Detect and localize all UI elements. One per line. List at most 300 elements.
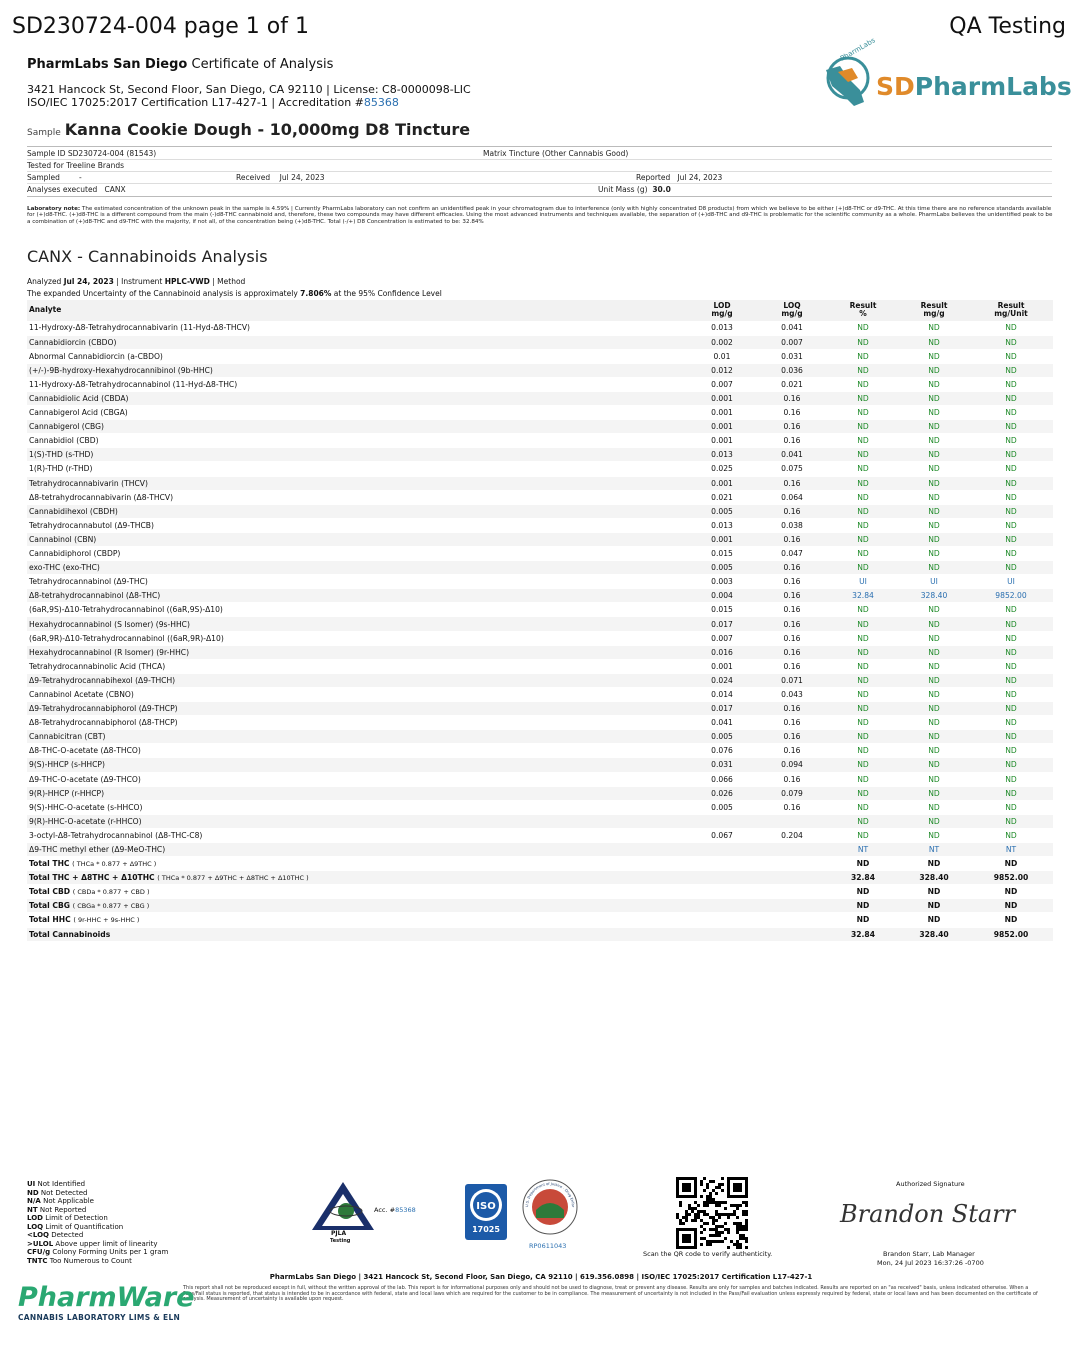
table-row (27, 673, 1053, 687)
legend-item (27, 1231, 168, 1240)
analyte-cell: (6aR,9R)-Δ10-Tetrahydrocannabinol ((6aR,9R)-Δ10) (27, 631, 687, 645)
result-mgunit-cell: ND (969, 603, 1053, 617)
table-row (27, 744, 1053, 758)
result-mgg-cell: ND (899, 321, 969, 335)
loq-cell: 0.16 (757, 504, 827, 518)
result-mgg-cell: ND (899, 702, 969, 716)
result-mgunit-cell: ND (969, 349, 1053, 363)
lod-cell: 0.013 (687, 448, 757, 462)
received-value: Jul 24, 2023 (279, 173, 325, 182)
result-pct-cell: ND (827, 687, 899, 701)
legend-abbr: >ULOL (27, 1239, 54, 1248)
analyses-label: Analyses executed (27, 185, 98, 194)
result-mgunit-cell: ND (969, 363, 1053, 377)
result-pct-cell: ND (827, 673, 899, 687)
result-mgg-cell: ND (899, 899, 969, 913)
result-mgg-cell: ND (899, 716, 969, 730)
table-row (27, 504, 1053, 518)
accreditation-link[interactable]: 85368 (363, 96, 399, 109)
total-label-cell (27, 913, 687, 927)
result-mgunit-cell: ND (969, 702, 1053, 716)
loq-cell: 0.038 (757, 518, 827, 532)
lod-cell: 0.031 (687, 758, 757, 772)
result-mgg-cell: ND (899, 420, 969, 434)
result-mgunit-cell: ND (969, 857, 1053, 871)
result-mgg-cell: ND (899, 673, 969, 687)
result-mgunit-cell: ND (969, 504, 1053, 518)
result-pct-cell: ND (827, 561, 899, 575)
analyses-field (27, 185, 126, 194)
result-mgg-cell: ND (899, 744, 969, 758)
legend-desc: Not Identified (37, 1180, 86, 1188)
total-row (27, 871, 1053, 885)
table-row (27, 800, 1053, 814)
legend-item (27, 1214, 168, 1223)
legend-item (27, 1189, 168, 1198)
legend-item (27, 1197, 168, 1206)
loq-cell: 0.16 (757, 420, 827, 434)
analyte-cell: Δ8-tetrahydrocannabinol (Δ8-THC) (27, 589, 687, 603)
empty-cell (757, 871, 827, 885)
lod-cell: 0.004 (687, 589, 757, 603)
result-mgunit-cell: ND (969, 913, 1053, 927)
total-row (27, 857, 1053, 871)
lod-cell: 0.002 (687, 335, 757, 349)
table-row (27, 617, 1053, 631)
result-pct-cell: ND (827, 631, 899, 645)
result-mgunit-cell: ND (969, 476, 1053, 490)
loq-cell: 0.16 (757, 645, 827, 659)
result-pct-cell: ND (827, 349, 899, 363)
analyte-cell: Tetrahydrocannabinolic Acid (THCA) (27, 659, 687, 673)
empty-cell (687, 899, 757, 913)
analyte-cell: Δ9-THC methyl ether (Δ9-MeO-THC) (27, 842, 687, 856)
analyte-cell: Cannabidiorcin (CBDO) (27, 335, 687, 349)
loq-cell: 0.16 (757, 532, 827, 546)
analyte-cell: 9(R)-HHC-O-acetate (r-HHCO) (27, 814, 687, 828)
col-r3-unit: mg/Unit (994, 309, 1028, 318)
lod-cell: 0.024 (687, 673, 757, 687)
analyte-cell: 1(S)-THD (s-THD) (27, 448, 687, 462)
result-mgunit-cell: ND (969, 532, 1053, 546)
legend-item (27, 1180, 168, 1189)
loq-cell: 0.16 (757, 730, 827, 744)
lod-cell: 0.001 (687, 434, 757, 448)
lod-cell: 0.026 (687, 786, 757, 800)
instrument-value: HPLC-VWD (164, 277, 210, 286)
analyte-cell: Cannabigerol Acid (CBGA) (27, 406, 687, 420)
empty-cell (757, 885, 827, 899)
empty-cell (687, 871, 757, 885)
analyte-cell: Cannabidiolic Acid (CBDA) (27, 391, 687, 405)
col-r1-label: Result (849, 301, 877, 310)
col-lod-label: LOD (713, 301, 731, 310)
legend-abbr: N/A (27, 1197, 41, 1205)
result-mgunit-cell: ND (969, 828, 1053, 842)
result-mgunit-cell: ND (969, 716, 1053, 730)
lod-cell: 0.012 (687, 363, 757, 377)
total-label: Total CBD (29, 887, 71, 897)
result-pct-cell: ND (827, 406, 899, 420)
result-pct-cell: 32.84 (827, 589, 899, 603)
legend-item (27, 1206, 168, 1215)
table-row (27, 490, 1053, 504)
analyte-cell: 3-octyl-Δ8-Tetrahydrocannabinol (Δ8-THC-C8) (27, 828, 687, 842)
table-row (27, 716, 1053, 730)
uncertainty-suffix: at the 95% Confidence Level (333, 289, 442, 298)
lod-cell: 0.017 (687, 702, 757, 716)
legend-desc: Above upper limit of linearity (55, 1239, 158, 1248)
method-label: Method (217, 277, 246, 286)
loq-cell: 0.031 (757, 349, 827, 363)
abbreviation-legend (27, 1180, 168, 1265)
result-pct-cell: ND (827, 335, 899, 349)
table-row (27, 589, 1053, 603)
tested-for-label: Tested for (27, 161, 64, 170)
table-row (27, 547, 1053, 561)
matrix-field (483, 149, 628, 158)
dea-seal-icon (521, 1178, 579, 1236)
analyte-cell: Δ9-THC-O-acetate (Δ9-THCO) (27, 772, 687, 786)
total-label-cell (27, 871, 687, 885)
legend-desc: Not Reported (39, 1205, 87, 1214)
result-mgunit-cell: ND (969, 406, 1053, 420)
analyte-cell: Cannabidiphorol (CBDP) (27, 547, 687, 561)
result-mgg-cell: NT (899, 842, 969, 856)
iso-text: ISO (476, 1201, 496, 1212)
loq-cell: 0.16 (757, 575, 827, 589)
pjla-acc-label: Acc. # (374, 1206, 396, 1214)
result-pct-cell: ND (827, 730, 899, 744)
result-pct-cell: ND (827, 462, 899, 476)
lod-cell: 0.007 (687, 631, 757, 645)
result-mgunit-cell: 9852.00 (969, 589, 1053, 603)
result-mgg-cell: ND (899, 391, 969, 405)
result-mgunit-cell: ND (969, 786, 1053, 800)
loq-cell: 0.064 (757, 490, 827, 504)
col-lod (687, 300, 757, 321)
legend-abbr: TNTC (27, 1256, 48, 1265)
lod-cell: 0.005 (687, 504, 757, 518)
matrix-value: Tincture (Other Cannabis Good) (509, 149, 629, 158)
result-mgg-cell: ND (899, 547, 969, 561)
result-mgunit-cell: ND (969, 448, 1053, 462)
loq-cell: 0.16 (757, 659, 827, 673)
doc-type: Certificate of Analysis (191, 57, 334, 72)
sample-heading (27, 120, 470, 139)
legend-desc: Not Detected (40, 1188, 88, 1197)
result-mgunit-cell: ND (969, 335, 1053, 349)
total-formula: ( THCa * 0.877 + Δ9THC + Δ8THC + Δ10THC ) (157, 874, 309, 883)
empty-cell (757, 927, 827, 941)
lab-address: 3421 Hancock St, Second Floor, San Diego, CA 92110 | License: C8-0000098-LIC (27, 83, 471, 96)
legend-abbr: UI (27, 1180, 36, 1188)
result-pct-cell: ND (827, 490, 899, 504)
document-id-page: SD230724-004 page 1 of 1 (12, 14, 309, 39)
unit-mass-label: Unit Mass (g) (598, 185, 648, 194)
result-mgunit-cell: ND (969, 744, 1053, 758)
divider (27, 196, 1052, 197)
analysis-meta: Analyzed Jul 24, 2023 | Instrument HPLC-VWD | Method (27, 277, 246, 286)
result-mgunit-cell: ND (969, 547, 1053, 561)
uncertainty-statement (27, 289, 442, 298)
result-mgg-cell: ND (899, 617, 969, 631)
table-row (27, 420, 1053, 434)
total-formula: ( THCa * 0.877 + Δ9THC ) (72, 860, 157, 869)
result-pct-cell: ND (827, 518, 899, 532)
legend-abbr: CFU/g (27, 1248, 51, 1256)
lod-cell: 0.005 (687, 561, 757, 575)
loq-cell: 0.16 (757, 434, 827, 448)
lod-cell: 0.021 (687, 490, 757, 504)
col-result-mgg (899, 300, 969, 321)
handwritten-signature: Brandon Starr (840, 1200, 1016, 1228)
analyte-cell: 9(S)-HHCP (s-HHCP) (27, 758, 687, 772)
loq-cell: 0.047 (757, 547, 827, 561)
result-pct-cell: ND (827, 716, 899, 730)
result-pct-cell: ND (827, 857, 899, 871)
col-r3-label: Result (997, 301, 1025, 310)
loq-cell: 0.021 (757, 377, 827, 391)
result-pct-cell: ND (827, 899, 899, 913)
result-mgg-cell: ND (899, 857, 969, 871)
unit-mass-field (598, 185, 671, 194)
table-row (27, 349, 1053, 363)
iso-badge-icon (465, 1184, 507, 1240)
result-mgunit-cell: ND (969, 377, 1053, 391)
lod-cell: 0.001 (687, 406, 757, 420)
total-label-cell (27, 857, 687, 871)
pharmware-wordmark: PharmWare (18, 1282, 195, 1313)
result-mgunit-cell: ND (969, 758, 1053, 772)
analyte-cell: Δ8-THC-O-acetate (Δ8-THCO) (27, 744, 687, 758)
result-mgg-cell: ND (899, 828, 969, 842)
lab-heading (27, 57, 333, 72)
result-pct-cell: ND (827, 363, 899, 377)
analyte-cell: (6aR,9S)-Δ10-Tetrahydrocannabinol ((6aR,9S)-Δ10) (27, 603, 687, 617)
table-row (27, 687, 1053, 701)
sampled-label: Sampled (27, 173, 60, 182)
table-row (27, 462, 1053, 476)
legend-desc: Limit of Detection (45, 1214, 108, 1222)
result-pct-cell: ND (827, 603, 899, 617)
result-mgunit-cell: ND (969, 321, 1053, 335)
result-mgunit-cell: 9852.00 (969, 871, 1053, 885)
result-mgg-cell: UI (899, 575, 969, 589)
logo-ring-text: PharmLabs (839, 36, 877, 63)
analyte-cell: Cannabidiol (CBD) (27, 434, 687, 448)
table-row (27, 702, 1053, 716)
verification-qr-code[interactable] (676, 1177, 748, 1253)
result-mgg-cell: ND (899, 561, 969, 575)
result-mgunit-cell: ND (969, 490, 1053, 504)
table-row (27, 518, 1053, 532)
loq-cell (757, 842, 827, 856)
result-mgunit-cell: NT (969, 842, 1053, 856)
table-row (27, 645, 1053, 659)
analyses-value: CANX (104, 185, 126, 194)
result-mgunit-cell: ND (969, 730, 1053, 744)
table-row (27, 758, 1053, 772)
pharmware-tagline: CANNABIS LABORATORY LIMS & ELN (18, 1313, 181, 1322)
result-mgunit-cell: ND (969, 420, 1053, 434)
lod-cell: 0.015 (687, 547, 757, 561)
reported-value: Jul 24, 2023 (677, 173, 723, 182)
result-mgunit-cell: ND (969, 391, 1053, 405)
total-row (27, 899, 1053, 913)
result-mgg-cell: 328.40 (899, 589, 969, 603)
uncertainty-prefix: The expanded Uncertainty of the Cannabinoid analysis is approximately (27, 289, 298, 298)
total-formula: ( CBDa * 0.877 + CBD ) (72, 888, 150, 897)
result-mgg-cell: ND (899, 885, 969, 899)
result-mgg-cell: ND (899, 786, 969, 800)
result-mgg-cell: ND (899, 800, 969, 814)
analyte-cell: Cannabinol Acetate (CBNO) (27, 687, 687, 701)
total-formula: ( CBGa * 0.877 + CBG ) (72, 902, 150, 911)
loq-cell: 0.16 (757, 744, 827, 758)
result-mgg-cell: ND (899, 772, 969, 786)
legend-abbr: LOD (27, 1214, 43, 1222)
analyte-cell: Hexahydrocannabinol (S Isomer) (9s-HHC) (27, 617, 687, 631)
result-pct-cell: ND (827, 814, 899, 828)
analyte-cell: Δ8-Tetrahydrocannabiphorol (Δ8-THCP) (27, 716, 687, 730)
loq-cell (757, 814, 827, 828)
result-mgg-cell: ND (899, 913, 969, 927)
result-mgunit-cell: ND (969, 462, 1053, 476)
result-mgunit-cell: 9852.00 (969, 927, 1053, 941)
result-mgunit-cell: ND (969, 885, 1053, 899)
logo-wordmark (876, 72, 1072, 101)
total-label: Total THC (29, 859, 70, 869)
pjla-label: PJLA (331, 1230, 347, 1237)
tested-for-field (27, 161, 124, 170)
lod-cell: 0.013 (687, 321, 757, 335)
result-pct-cell: ND (827, 532, 899, 546)
result-mgg-cell: 328.40 (899, 927, 969, 941)
table-row (27, 561, 1053, 575)
loq-cell: 0.075 (757, 462, 827, 476)
loq-cell: 0.16 (757, 561, 827, 575)
result-mgunit-cell: ND (969, 673, 1053, 687)
empty-cell (687, 927, 757, 941)
result-pct-cell: ND (827, 617, 899, 631)
legend-desc: Not Applicable (43, 1197, 94, 1205)
col-result-pct (827, 300, 899, 321)
legend-item (27, 1223, 168, 1232)
dea-number: RP0611043 (529, 1242, 567, 1250)
result-mgg-cell: ND (899, 730, 969, 744)
result-mgg-cell: ND (899, 504, 969, 518)
total-row (27, 885, 1053, 899)
signature-date: Mon, 24 Jul 2023 16:37:26 -0700 (877, 1259, 984, 1267)
lod-cell (687, 814, 757, 828)
analyte-cell: Tetrahydrocannabutol (Δ9-THCB) (27, 518, 687, 532)
iso-number: 17025 (472, 1225, 500, 1234)
result-pct-cell: ND (827, 476, 899, 490)
lod-cell: 0.001 (687, 659, 757, 673)
loq-cell: 0.041 (757, 448, 827, 462)
legend-desc: Detected (51, 1231, 84, 1239)
result-mgg-cell: ND (899, 476, 969, 490)
table-row (27, 335, 1053, 349)
analyte-cell: Tetrahydrocannabinol (Δ9-THC) (27, 575, 687, 589)
analyte-cell: Cannabicitran (CBT) (27, 730, 687, 744)
loq-cell: 0.071 (757, 673, 827, 687)
col-loq-unit: mg/g (781, 309, 803, 318)
loq-cell: 0.16 (757, 617, 827, 631)
lab-note-label: Laboratory note: (27, 206, 81, 212)
total-label: Total HHC (29, 915, 71, 925)
received-field (236, 173, 325, 182)
sdpharmlabs-logo (818, 36, 1072, 114)
result-mgg-cell: ND (899, 631, 969, 645)
result-pct-cell: ND (827, 828, 899, 842)
legend-item (27, 1248, 168, 1257)
empty-cell (687, 913, 757, 927)
result-mgunit-cell: ND (969, 631, 1053, 645)
analyte-cell: Cannabidihexol (CBDH) (27, 504, 687, 518)
col-result-mgunit (969, 300, 1053, 321)
lab-note-text: The estimated concentration of the unknown peak in the sample is 4.59% | Currently PharmLabs laboratory can not confirm an unidentified peak in your chromatogram due to interference (only with highly concentrated D8 products) from which we believe to be either (+)d8-THC or d9-THC. At this time there are no reference standards available for (+)d8-THC. (+)d8-THC is a different compound from the main (-)d8-THC cannabinoid and, therefore, these two compounds may have different efficacies. Using the most advanced instruments and techniques available, the separation of (+)d8-THC and d9-THC is problematic for the scientific community as a whole. PharmLabs believes the unidentified peak to be a combination of (+)d8-THC and d9-THC with the majority, if not all, of the concentration being (+)d8-THC. Total (-/+) D8 Concentration is estimated to be: 32.84% (27, 206, 1053, 225)
instrument-label: Instrument (121, 277, 163, 286)
result-pct-cell: ND (827, 434, 899, 448)
result-mgg-cell: ND (899, 659, 969, 673)
table-row (27, 363, 1053, 377)
lod-cell: 0.01 (687, 349, 757, 363)
result-pct-cell: ND (827, 321, 899, 335)
logo-sd: SD (876, 72, 915, 101)
sample-id-label: Sample ID (27, 149, 66, 158)
california-logo-icon (818, 36, 878, 114)
analyte-cell: exo-THC (exo-THC) (27, 561, 687, 575)
col-r2-unit: mg/g (923, 309, 945, 318)
qr-code-icon[interactable] (676, 1177, 748, 1249)
analyte-cell: 11-Hydroxy-Δ8-Tetrahydrocannabivarin (11-Hyd-Δ8-THCV) (27, 321, 687, 335)
lod-cell: 0.001 (687, 532, 757, 546)
pjla-sub: Testing (330, 1238, 351, 1244)
result-mgg-cell: ND (899, 758, 969, 772)
analyte-cell: Tetrahydrocannabivarin (THCV) (27, 476, 687, 490)
sample-label: Sample (27, 128, 61, 138)
pjla-acc (374, 1206, 416, 1214)
analyzed-value: Jul 24, 2023 (63, 277, 114, 286)
legend-abbr: <LOQ (27, 1231, 49, 1239)
analyte-cell: 9(S)-HHC-O-acetate (s-HHCO) (27, 800, 687, 814)
result-pct-cell: NT (827, 842, 899, 856)
qr-caption: Scan the QR code to verify authenticity. (643, 1250, 773, 1258)
analyte-cell: Δ9-Tetrahydrocannabiphorol (Δ9-THCP) (27, 702, 687, 716)
result-pct-cell: ND (827, 645, 899, 659)
cert-text: ISO/IEC 17025:2017 Certification L17-427-1 | Accreditation # (27, 96, 364, 109)
empty-cell (687, 885, 757, 899)
table-row (27, 406, 1053, 420)
analyte-cell: 11-Hydroxy-Δ8-Tetrahydrocannabinol (11-Hyd-Δ8-THC) (27, 377, 687, 391)
sample-id-value: SD230724-004 (81543) (67, 149, 157, 158)
legend-item (27, 1257, 168, 1266)
result-pct-cell: ND (827, 448, 899, 462)
signer-name: Brandon Starr, Lab Manager (883, 1250, 975, 1258)
table-row (27, 828, 1053, 842)
qa-testing-title: QA Testing (949, 14, 1066, 39)
result-mgg-cell: ND (899, 335, 969, 349)
analyte-cell: Abnormal Cannabidiorcin (a-CBDO) (27, 349, 687, 363)
sample-name: Kanna Cookie Dough - 10,000mg D8 Tincture (64, 120, 471, 139)
total-row (27, 913, 1053, 927)
total-label-cell (27, 899, 687, 913)
pjla-acc-number[interactable]: 85368 (395, 1206, 416, 1214)
loq-cell: 0.094 (757, 758, 827, 772)
analyte-cell: Hexahydrocannabinol (R Isomer) (9r-HHC) (27, 645, 687, 659)
